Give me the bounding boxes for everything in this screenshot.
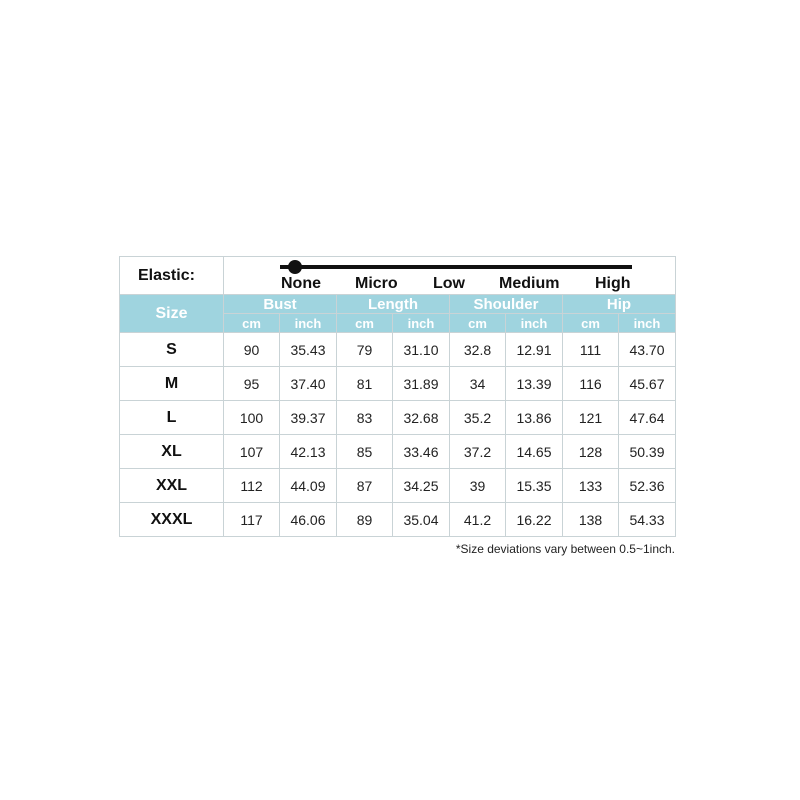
bust-header: Bust [224, 295, 337, 314]
measurement-cell: 35.43 [280, 333, 337, 367]
measurement-cell: 39.37 [280, 401, 337, 435]
measurement-cell: 128 [563, 435, 619, 469]
measurement-cell: 46.06 [280, 503, 337, 537]
measurement-cell: 54.33 [619, 503, 676, 537]
size-label: M [120, 367, 224, 401]
measurement-cell: 83 [337, 401, 393, 435]
unit-cm-header: cm [450, 314, 506, 333]
unit-cm-header: cm [224, 314, 280, 333]
elastic-level-marker [288, 260, 302, 274]
measurement-cell: 43.70 [619, 333, 676, 367]
measurement-cell: 31.89 [393, 367, 450, 401]
measurement-cell: 87 [337, 469, 393, 503]
size-label: S [120, 333, 224, 367]
measurement-cell: 35.04 [393, 503, 450, 537]
measurement-cell: 32.8 [450, 333, 506, 367]
table-row [120, 367, 676, 401]
size-column-header: Size [120, 295, 224, 333]
measurement-cell: 111 [563, 333, 619, 367]
elastic-level-medium: Medium [499, 275, 560, 292]
elastic-level-micro: Micro [355, 275, 398, 292]
table-row [120, 401, 676, 435]
table-row [120, 503, 676, 537]
measurement-cell: 116 [563, 367, 619, 401]
size-rows [120, 333, 676, 537]
measurement-cell: 16.22 [506, 503, 563, 537]
unit-inch-header: inch [619, 314, 676, 333]
measurement-cell: 35.2 [450, 401, 506, 435]
unit-cm-header: cm [337, 314, 393, 333]
measurement-cell: 13.86 [506, 401, 563, 435]
table-row [120, 333, 676, 367]
measurement-cell: 89 [337, 503, 393, 537]
measurement-cell: 100 [224, 401, 280, 435]
measurement-cell: 14.65 [506, 435, 563, 469]
size-label: XXXL [120, 503, 224, 537]
measurement-cell: 50.39 [619, 435, 676, 469]
unit-cm-header: cm [563, 314, 619, 333]
measurement-cell: 42.13 [280, 435, 337, 469]
size-deviation-note: *Size deviations vary between 0.5~1inch. [455, 542, 675, 556]
size-label: L [120, 401, 224, 435]
measurement-cell: 13.39 [506, 367, 563, 401]
measurement-cell: 95 [224, 367, 280, 401]
measurement-cell: 39 [450, 469, 506, 503]
size-chart-table [119, 256, 676, 537]
unit-inch-header: inch [393, 314, 450, 333]
table-row [120, 435, 676, 469]
elastic-level-none: None [281, 275, 321, 292]
elastic-level-high: High [595, 275, 631, 292]
measurement-cell: 47.64 [619, 401, 676, 435]
elastic-level-low: Low [433, 275, 465, 292]
measurement-cell: 44.09 [280, 469, 337, 503]
elastic-label: Elastic: [120, 257, 224, 295]
measurement-cell: 34.25 [393, 469, 450, 503]
measurement-cell: 37.40 [280, 367, 337, 401]
unit-inch-header: inch [280, 314, 337, 333]
measurement-cell: 31.10 [393, 333, 450, 367]
measurement-cell: 34 [450, 367, 506, 401]
header-group-row [120, 295, 676, 314]
measurement-cell: 138 [563, 503, 619, 537]
length-header: Length [337, 295, 450, 314]
measurement-cell: 37.2 [450, 435, 506, 469]
elastic-scale-cell [224, 257, 676, 295]
measurement-cell: 107 [224, 435, 280, 469]
elastic-scale-line [280, 265, 632, 269]
measurement-cell: 15.35 [506, 469, 563, 503]
measurement-cell: 85 [337, 435, 393, 469]
unit-inch-header: inch [506, 314, 563, 333]
hip-header: Hip [563, 295, 676, 314]
measurement-cell: 117 [224, 503, 280, 537]
measurement-cell: 45.67 [619, 367, 676, 401]
measurement-cell: 112 [224, 469, 280, 503]
measurement-cell: 81 [337, 367, 393, 401]
measurement-cell: 33.46 [393, 435, 450, 469]
elastic-row [120, 257, 676, 295]
elastic-scale [224, 257, 675, 294]
size-label: XL [120, 435, 224, 469]
measurement-cell: 79 [337, 333, 393, 367]
measurement-cell: 12.91 [506, 333, 563, 367]
measurement-cell: 41.2 [450, 503, 506, 537]
measurement-cell: 32.68 [393, 401, 450, 435]
shoulder-header: Shoulder [450, 295, 563, 314]
measurement-cell: 52.36 [619, 469, 676, 503]
measurement-cell: 90 [224, 333, 280, 367]
size-label: XXL [120, 469, 224, 503]
measurement-cell: 133 [563, 469, 619, 503]
table-row [120, 469, 676, 503]
measurement-cell: 121 [563, 401, 619, 435]
